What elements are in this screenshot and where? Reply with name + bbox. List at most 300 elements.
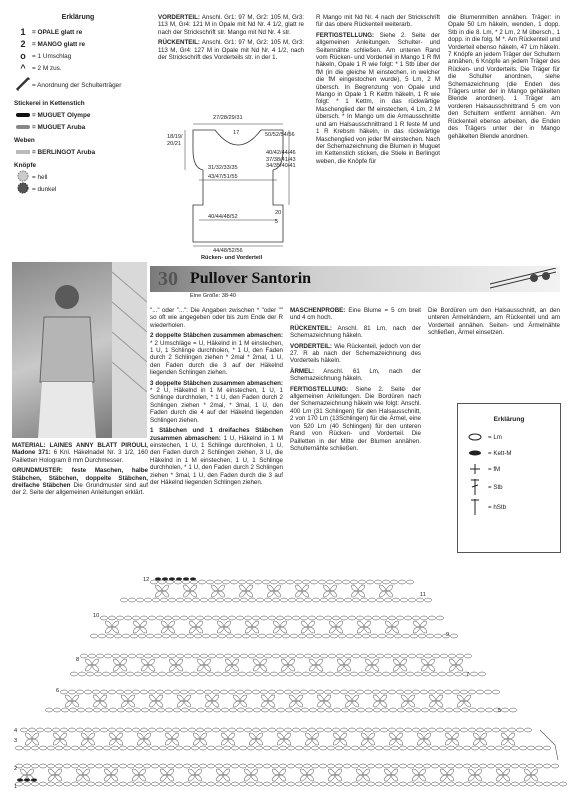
chain-loop [241,598,248,602]
chain-loop [392,746,399,750]
chain-loop [488,764,495,768]
chain-loop [181,616,188,620]
chain-loop [271,580,278,584]
chain-loop [131,634,138,638]
chain-loop [215,672,222,676]
chain-loop [295,580,302,584]
chain-loop [248,746,255,750]
chain-loop [383,580,390,584]
chain-loop [151,672,158,676]
chain-loop [169,654,176,658]
chain-loop [189,616,196,620]
chain-loop [80,764,87,768]
chain-loop [400,782,407,786]
chain-loop [209,598,216,602]
chain-loop [369,598,376,602]
instructions-col2-top: R Mango mit Nd Nr. 4 nach der Strickschrift für das obere Rückenteil weiterarb. FERTIGSTELLUNG: Siehe 2. Seite der allgemeinen Anleitungen. Schulter- und Seitennähte schließen. Am unteren Rand vom Rücken- und Vorderteil in Mango 1 R fM häkeln, Opale 1 R wie folgt: * 1 Stb über der fM (in die gleiche M einstechen, in welcher die fM eingestochen wurde), 5 Lm, 2 M übersch. In Begrenzung von Opale und Mango in Opale 1 R Kettm häkeln, 1 R wie folgt: * 1 Kettm, in das rückwärtige Maschenglied der fM einstechen, 4 Lm, 2 M übersch. * In Mango um die Armausschnitte und am Halsausschnittrand 1 R feste M und 1 R Krebsm häkeln, in das rückwärtige Maschenglied von jeder fM einstechen. Nach der Schemazeichnung die Blumen in Muguet im Kettenstich sticken, die Stiele in Berlingot weben, die Knöpfe für [316,14,440,165]
chain-loop [192,746,199,750]
chain-loop [310,708,317,712]
chain-loop [261,728,268,732]
legend-left-title: Erklärung [61,14,95,21]
legend-item-dunkel: = dunkel [14,183,142,195]
chain-loop [221,616,228,620]
row-label: 3 [14,738,18,744]
chain-loop [485,728,492,732]
chain-loop [437,616,444,620]
chain-loop [155,634,162,638]
chain-loop [32,782,39,786]
chain-loop [105,654,112,658]
chain-loop [216,764,223,768]
chain-loop [435,634,442,638]
chain-loop [139,634,146,638]
chain-loop [119,672,126,676]
chain-loop [413,616,420,620]
chain-loop [477,690,484,694]
chain-loop [369,654,376,658]
chain-loop [389,690,396,694]
chain-loop [71,672,78,676]
chain-loop [193,598,200,602]
chain-loop [179,634,186,638]
chain-loop [462,708,469,712]
chain-loop [421,728,428,732]
chain-loop [103,672,110,676]
chain-loop [510,708,517,712]
label: GRUNDMUSTER: feste Maschen, halbe Stäbchen, Stäbchen, doppelte Stäbchen, dreifache Stäbchen [12,467,148,490]
dim-inner-right: 40/42/44/46 37/38/41/43 34/35/40/41 [266,150,296,170]
chain-loop [304,764,311,768]
chain-loop [192,764,199,768]
chain-loop [384,764,391,768]
chain-loop [417,654,424,658]
chain-loop [129,654,136,658]
chain-loop [176,782,183,786]
chain-loop [185,654,192,658]
chain-loop [161,654,168,658]
chain-loop [134,708,141,712]
chain-loop [61,728,68,732]
chain-loop [251,634,258,638]
row-label: 2 [14,766,18,772]
chain-loop [109,616,116,620]
chain-loop [381,690,388,694]
chain-loop [240,782,247,786]
chain-loop [40,746,47,750]
chain-loop [291,634,298,638]
dim-right: 50/52/54/56 [265,132,295,138]
legend-right-title: Erklärung [493,416,525,423]
chain-loop [363,634,370,638]
chain-loop [243,634,250,638]
chain-loop [387,634,394,638]
chain-loop [472,764,479,768]
chain-loop [163,634,170,638]
chain-loop [277,728,284,732]
chain-loop [133,690,140,694]
chain-loop [427,634,434,638]
chain-loop [312,782,319,786]
chain-loop [173,728,180,732]
chain-loop [425,598,432,602]
legend-stb: = Stb [462,477,556,497]
chain-loop [405,728,412,732]
chain-loop [175,580,182,584]
chain-loop [126,708,133,712]
chain-loop [222,708,229,712]
chain-loop [255,672,262,676]
chain-loop [270,708,277,712]
chain-loop [480,782,487,786]
chain-loop [224,764,231,768]
chain-loop [48,746,55,750]
chain-loop [223,672,230,676]
chain-loop [273,654,280,658]
chain-loop [263,672,270,676]
chain-loop [245,690,252,694]
chain-loop [337,654,344,658]
chain-loop [425,654,432,658]
chain-loop [334,708,341,712]
chain-loop [343,580,350,584]
legend-lm: = Lm [462,429,556,445]
row-label-right: 5 [498,708,502,714]
chain-loop [214,708,221,712]
legend-item-opale: 1 = OPALE glatt re [14,26,142,38]
chain-loop [464,746,471,750]
chain-loop [245,616,252,620]
chain-loop [245,728,252,732]
chain-loop [349,690,356,694]
chain-loop [406,708,413,712]
chain-loop [165,616,172,620]
dim-side2: 5 [275,219,279,225]
chain-loop [366,708,373,712]
chain-loop [416,764,423,768]
chain-loop [433,654,440,658]
slip-stitch [190,577,196,580]
row-label-right: 7 [466,672,470,678]
chain-loop [56,746,63,750]
chain-loop [187,634,194,638]
chain-loop [401,598,408,602]
chain-loop [133,616,140,620]
chain-loop [238,708,245,712]
chain-loop [96,782,103,786]
chain-loop [296,764,303,768]
legend-symbol: o [20,51,26,61]
chain-loop [277,616,284,620]
chain-loop [319,672,326,676]
chain-loop [371,634,378,638]
chain-loop [327,672,334,676]
chain-loop [246,708,253,712]
legend-item-umschlag: o = 1 Umschlag [14,50,142,62]
chain-loop [88,746,95,750]
chain-loop [149,728,156,732]
chain-loop [69,728,76,732]
chain-loop [385,598,392,602]
chain-loop [249,654,256,658]
chain-loop [325,616,332,620]
legend-symbol: 1 [20,27,26,37]
chain-loop [411,634,418,638]
chain-loop [175,672,182,676]
chain-loop [189,728,196,732]
chain-loop [166,708,173,712]
chain-loop [54,708,61,712]
chain-loop [393,598,400,602]
chain-loop [293,616,300,620]
model-photo-icon [12,262,147,438]
chain-loop [181,728,188,732]
legend-kettm: = Kett-M [462,445,556,461]
row-label: 10 [93,613,100,619]
chain-loop [104,782,111,786]
chain-loop [343,672,350,676]
chain-loop [342,708,349,712]
chain-loop [87,672,94,676]
chain-loop [209,654,216,658]
chain-loop [64,746,71,750]
legend-item-mango: 2 = MANGO glatt re [14,38,142,50]
chain-loop [77,728,84,732]
chain-loop [437,728,444,732]
chain-loop [358,708,365,712]
chain-loop [16,746,23,750]
chain-loop [184,764,191,768]
chain-loop [520,764,527,768]
chain-loop [253,690,260,694]
chain-loop [461,690,468,694]
chain-loop [269,728,276,732]
chain-loop [464,782,471,786]
chain-loop [233,598,240,602]
instructions-col3-top: die Blumenmitten annähen. Träger: in Opale 50 Lm häkeln, wenden, 1 dopp. Stb in die 8. Lm, * 2 Lm, 2 M übersch., 1 dopp. in die folg. M *. Am Rückenteil und Vorderteil ebenso häkeln, 47 Lm häkeln. 7 Knöpfe an jedem Träger der Schultern annähen, 6 Knöpfe an jedem Träger des Rücken- und Vorderteils. Die Träger für die Schulter anordnen, siehe Schemazeichnung (die Enden des Trägers unter der in Mango gehäkelten Blende anordnen). 1 Träger am vorderen Halsausschnittrand 5 cm von den Schultern entfernt annähen. Am Rückenteil ebenso arbeiten, die Enden des Trägers unter der in Mango gehäkelten Blende anordnen. [448,14,560,140]
chain-loop [158,708,165,712]
chain-loop [385,654,392,658]
chain-loop [24,764,31,768]
chain-loop [93,728,100,732]
schematic-caption: Rücken- und Vorderteil [201,255,263,261]
chain-loop [337,598,344,602]
chain-loop [237,616,244,620]
chain-loop [504,746,511,750]
legend-item-hell: = hell [14,171,142,183]
chain-loop [153,654,160,658]
chain-loop [157,690,164,694]
chain-loop [405,616,412,620]
chain-loop [359,672,366,676]
label: VORDERTEIL: [290,342,332,350]
chain-loop [320,782,327,786]
chain-loop [339,634,346,638]
chain-loop [241,654,248,658]
chain-loop [192,782,199,786]
chain-loop [325,728,332,732]
chain-loop [353,654,360,658]
chain-stitch-icon [14,110,32,120]
chain-loop [72,764,79,768]
chain-loop [305,598,312,602]
chain-loop [317,728,324,732]
chain-loop [272,782,279,786]
chain-loop [121,598,128,602]
chain-loop [216,782,223,786]
label: ÄRMEL: [290,367,315,375]
chain-loop [269,690,276,694]
chain-loop [267,634,274,638]
chain-loop [544,764,551,768]
chain-loop [381,616,388,620]
chain-loop [525,728,532,732]
chain-loop [321,598,328,602]
chain-loop [72,746,79,750]
chain-loop [502,708,509,712]
chain-loop [309,690,316,694]
chain-loop [327,580,334,584]
chain-loop [273,598,280,602]
chain-loop [205,616,212,620]
chain-loop [301,728,308,732]
chain-loop [264,782,271,786]
chain-loop [528,746,535,750]
label: 2 doppelte Stäbchen zusammen abmaschen: [150,332,283,340]
chain-loop [351,672,358,676]
chain-loop [365,616,372,620]
chain-loop [64,782,71,786]
chain-loop [438,708,445,712]
half-double-crochet-icon [462,498,488,516]
chain-loop [373,728,380,732]
legend-left [14,14,142,195]
chain-loop [280,764,287,768]
chain-loop [413,728,420,732]
weave-icon [14,147,32,157]
label: MASCHENPROBE: [290,307,346,314]
chain-loop [365,728,372,732]
chain-loop [392,782,399,786]
chain-loop [440,782,447,786]
chain-loop [127,672,134,676]
chain-loop [86,708,93,712]
chain-loop [297,598,304,602]
chain-loop [201,654,208,658]
chain-loop [40,782,47,786]
chain-loop [111,672,118,676]
chain-loop [227,634,234,638]
row-label: 12 [143,577,150,583]
chain-loop [375,580,382,584]
chain-loop [230,708,237,712]
chain-loop [199,580,206,584]
chain-loop [504,782,511,786]
chain-loop [197,616,204,620]
chain-loop [329,654,336,658]
chain-loop [480,746,487,750]
chain-loop [205,690,212,694]
chain-loop [235,634,242,638]
chain-loop [224,746,231,750]
chain-loop [295,672,302,676]
chain-loop [455,672,462,676]
chain-loop [229,616,236,620]
chain-loop [205,728,212,732]
chain-loop [344,764,351,768]
chain-loop [64,764,71,768]
chain-loop [319,580,326,584]
chain-loop [341,728,348,732]
chain-loop [125,728,132,732]
legend-fm: = fM [462,461,556,477]
chain-loop [281,598,288,602]
chain-loop [69,690,76,694]
slip-stitch [155,577,161,580]
chain-loop [341,616,348,620]
chain-loop [216,746,223,750]
chain-loop [161,598,168,602]
chain-loop [115,634,122,638]
chain-loop [347,634,354,638]
chain-loop [120,746,127,750]
chain-loop [439,672,446,676]
chain-loop [317,616,324,620]
chain-loop [417,598,424,602]
chain-loop [278,708,285,712]
chain-loop [512,764,519,768]
chain-loop [149,690,156,694]
dark-button-icon [14,182,32,196]
needles-icon [488,268,558,290]
chain-loop [254,708,261,712]
instructions-col-b2: MASCHENPROBE: Eine Blume = 5 cm breit und 4 cm hoch. RÜCKENTEIL: Anschl. 81 Lm, nach der Schemazeichnung häkeln. VORDERTEIL: Wie Rückenteil, jedoch von der 27. R ab nach der Schemazeichnung des Vorderteils häkeln. ÄRMEL: Anschl. 61 Lm, nach der Schemazeichnung häkeln. FERTIGSTELLUNG: Siehe 2. Seite der allgemeinen Anleitungen. Die Bordüren nach der Schemazeichnung häkeln wie folgt: Anschl. 400 Lm (31 Schlingen) für den Halsausschnitt, 2 von 170 Lm (13Schlingen) für die Ärmel, eine von 520 Lm (40 Schlingen) für den unteren Rand von Rücken- und Vorderteil. Die Pailletten in der Mitte der Blumen annähen. Schulternähte schließen. [290,307,421,452]
slip-stitch [31,778,37,781]
row-label: 1 [14,784,18,790]
chain-loop [485,690,492,694]
chain-loop [293,728,300,732]
dim-mid2: 43/47/51/55 [208,174,238,180]
chain-loop [461,728,468,732]
chain-loop [486,708,493,712]
chain-loop [407,672,414,676]
chain-loop [390,708,397,712]
chain-loop [397,690,404,694]
chain-loop [399,672,406,676]
chain-loop [389,728,396,732]
chain-loop [456,746,463,750]
chain-loop [240,746,247,750]
chain-loop [335,672,342,676]
chain-loop [160,764,167,768]
chain-loop [253,616,260,620]
chain-loop [94,708,101,712]
chain-loop [263,580,270,584]
dim-left: 18/19/20/21 [167,134,183,147]
chain-loop [296,746,303,750]
chain-loop [301,616,308,620]
chain-loop [160,746,167,750]
chain-loop [225,598,232,602]
chain-loop [185,598,192,602]
chain-loop [416,746,423,750]
chain-loop [368,782,375,786]
chain-loop [421,690,428,694]
chain-loop [118,708,125,712]
chain-loop [191,672,198,676]
chain-loop [288,746,295,750]
chain-loop [350,708,357,712]
chain-loop [117,616,124,620]
